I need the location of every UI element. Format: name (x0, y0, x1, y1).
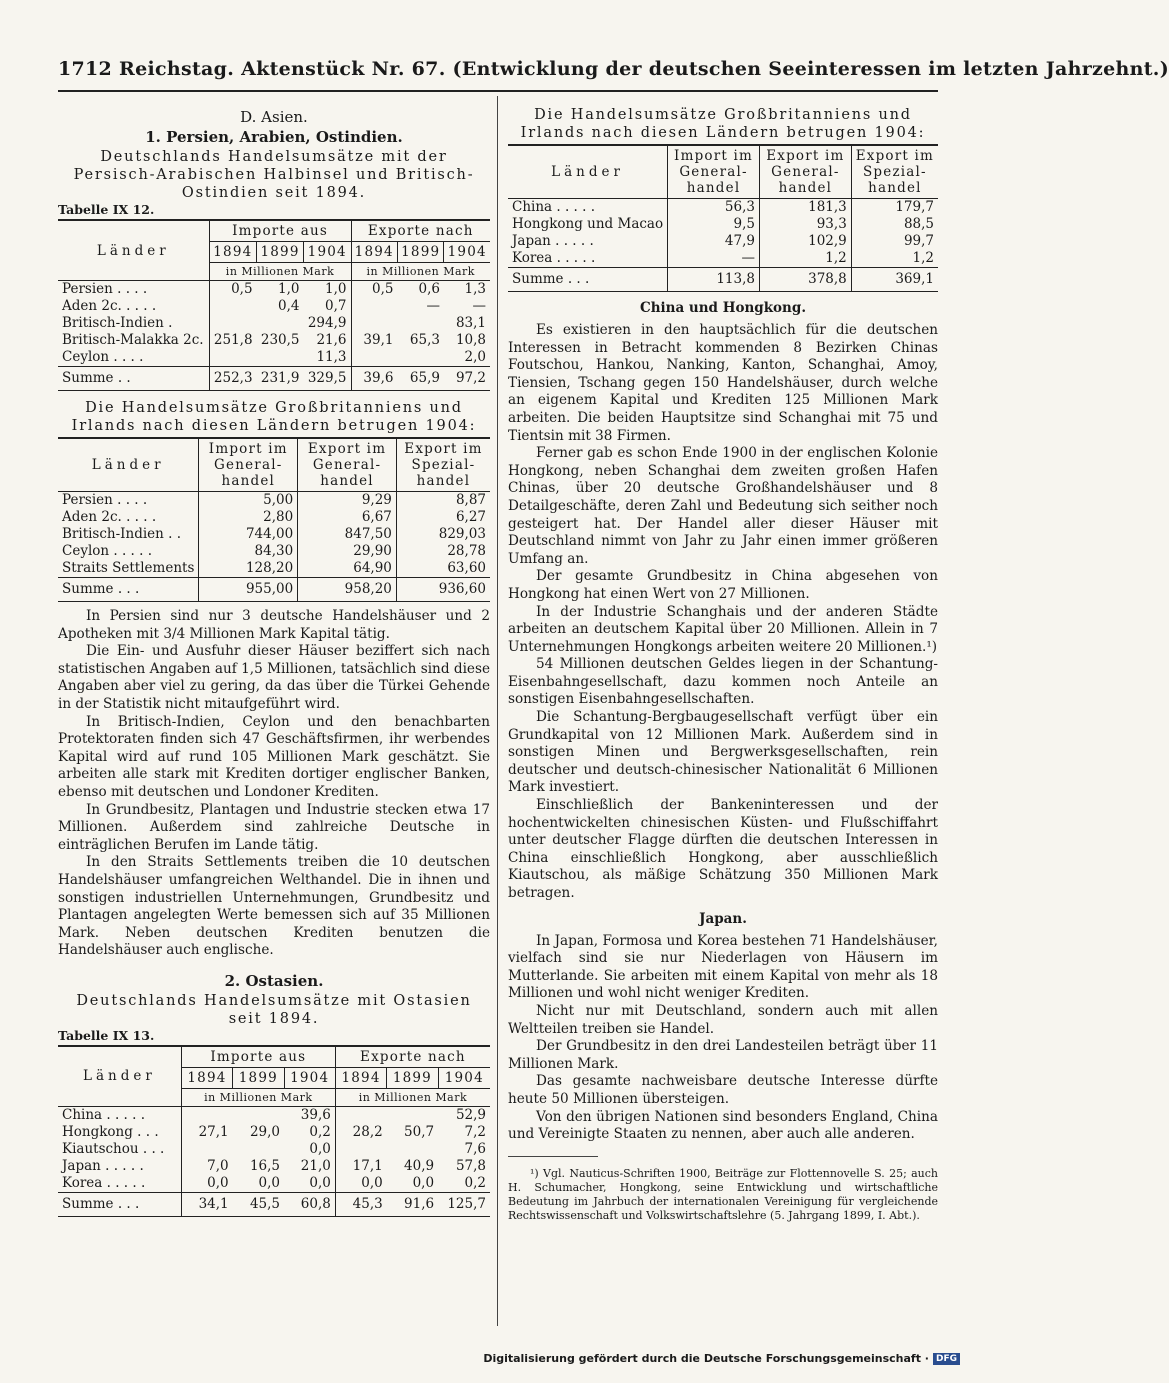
table-cell: 231,9 (257, 367, 304, 391)
row-label: Britisch-Indien . . (58, 526, 199, 543)
year-header: 1904 (444, 242, 490, 263)
year-header: 1899 (257, 242, 304, 263)
table-row (508, 250, 938, 268)
table-cell: 1,0 (304, 281, 351, 299)
row-label: Hongkong . . . (58, 1124, 181, 1141)
table-cell: 10,8 (455, 332, 486, 348)
header-rule (58, 90, 938, 92)
row-label: Persien . . . . (58, 492, 199, 510)
page-header: 1712 Reichstag. Aktenstück Nr. 67. (Entwicklung der deutschen Seeinteressen im letzten Jahrzehnt.) (58, 58, 1169, 80)
table-cell: 230,5 (260, 332, 300, 348)
table-cell: 63,60 (447, 560, 486, 576)
footnote: ¹) Vgl. Nauticus-Schriften 1900, Beiträge zur Flottennovelle S. 25; auch H. Schumacher, Hongkong, seine Entwicklung und wirtschaftliche Bedeutung im Jahrbuch der internationalen Vereinigung für vergleichende Rechtswissenschaft und Volkswirtschaftslehre (5. Jahrgang 1899, I. Abt.). (508, 1166, 938, 1222)
table-cell: 955,00 (199, 578, 298, 602)
col-header: Export im Spezial-handel (851, 145, 938, 199)
paragraph: In Grundbesitz, Plantagen und Industrie stecken etwa 17 Millionen. Außerdem sind zahlreiche Deutsche in einträglichen Berufen im Lande tätig. (58, 801, 490, 853)
paragraph: Der Grundbesitz in den drei Landesteilen beträgt über 11 Millionen Mark. (508, 1038, 938, 1072)
table-cell: 91,6 (387, 1192, 438, 1216)
col-header-import: Importe aus (209, 220, 351, 242)
table-cell: 847,50 (298, 526, 397, 543)
col-header: Export im General-handel (759, 145, 851, 199)
table-cell: 0,7 (304, 298, 351, 315)
row-label: Britisch-Indien . (58, 315, 209, 332)
subsection-title: 1. Persien, Arabien, Ostindien. (145, 128, 403, 146)
table-row (58, 1158, 490, 1175)
table-cell (351, 315, 397, 332)
table-cell: 39,1 (363, 332, 394, 348)
table-cell: 84,30 (199, 543, 298, 560)
paragraph: Die Ein- und Ausfuhr dieser Häuser beziffert sich nach statistischen Angaben auf 1,5 Millionen, tatsächlich sind diese Angaben aber viel zu gering, da das über die Türkei Gehende in der Statistik nicht mitaufgeführt wird. (58, 643, 490, 712)
table-row (58, 509, 490, 526)
table-cell: 93,3 (759, 216, 851, 233)
row-label: Summe . . (58, 367, 209, 391)
heading-china-hongkong: China und Hongkong. (639, 300, 807, 316)
table-cell: 9,29 (298, 492, 397, 510)
table-cell: 21,0 (284, 1158, 335, 1175)
table-cell (257, 315, 304, 332)
column-divider (497, 96, 498, 1326)
table-cell: 0,0 (207, 1174, 229, 1191)
table-cell: 60,8 (284, 1192, 335, 1216)
table-cell (233, 1141, 284, 1158)
table-row (508, 216, 938, 233)
section-title: D. Asien. (240, 108, 308, 126)
table-cell: 378,8 (759, 268, 851, 292)
year-header: 1899 (397, 242, 443, 263)
table-cell: 65,9 (397, 367, 443, 391)
row-label: Persien . . . . (58, 281, 209, 299)
row-label: Straits Settlements (58, 560, 199, 578)
year-header: 1904 (304, 242, 351, 263)
table-cell (209, 315, 256, 332)
table-cell: 47,9 (668, 233, 760, 250)
row-label: Aden 2c. . . . . (58, 509, 199, 526)
table-cell: 8,87 (455, 492, 486, 508)
col-header-land: Länder (58, 1046, 181, 1107)
row-label: Kiautschou . . . (58, 1141, 181, 1158)
paragraph: Ferner gab es schon Ende 1900 in der englischen Kolonie Hongkong, neben Schanghai dem zweiten großen Hafen Chinas, über 20 deutsche Großhandelshäuser und 8 Detailgeschäfte, deren Zahl und Bedeutung sich seither noch gesteigert hat. Der Handel aller dieser Häuser mit Deutschland nimmt von Jahr zu Jahr einen immer größeren Umfang an. (508, 445, 938, 567)
table-cell (387, 1141, 438, 1158)
table-cell: 1,2 (912, 250, 934, 266)
table-cell: 65,3 (409, 332, 440, 348)
unit-header: in Millionen Mark (335, 1088, 490, 1106)
right-column (508, 100, 938, 1223)
table-row (58, 281, 490, 299)
paragraph: Das gesamte nachweisbare deutsche Interesse dürfte heute 50 Millionen übersteigen. (508, 1073, 938, 1107)
table-cell: 28,78 (447, 543, 486, 559)
table-gb-persia (58, 437, 490, 602)
table-cell: 9,5 (668, 216, 760, 233)
table-cell: 56,3 (668, 199, 760, 217)
table-cell: 57,8 (455, 1157, 486, 1174)
table-cell: 0,0 (412, 1174, 435, 1191)
table-row (58, 298, 490, 315)
table-cell: 181,3 (759, 199, 851, 217)
table-caption-2: Die Handelsumsätze Großbritanniens und Irlands nach diesen Ländern betrugen 1904: (71, 400, 477, 434)
table-cell: 99,7 (903, 233, 934, 249)
table-cell: 294,9 (304, 315, 351, 332)
table-cell: 0,6 (418, 281, 440, 297)
row-label: China . . . . . (58, 1106, 181, 1124)
table-row (58, 349, 490, 367)
year-header: 1894 (335, 1067, 386, 1088)
paragraph: In Japan, Formosa und Korea bestehen 71 Handelshäuser, vielfach sind sie nur Niederlagen von Häusern im Mutterlande. Sie arbeiten mit einem Kapital von mehr als 18 Millionen und wohl nicht weniger Krediten. (508, 932, 938, 1002)
col-header-export: Exporte nach (335, 1046, 490, 1068)
table-cell (209, 349, 256, 367)
paragraph: In den Straits Settlements treiben die 10 deutschen Handelshäuser umfangreichen Welthandel. Die in ihnen und sonstigen industriellen Unternehmungen, Grundbesitz und Plantagen angelegten Werte bemessen sich auf 35 Millionen Mark. Neben deutschen Krediten benutzen die Handelshäuser auch englische. (58, 854, 490, 959)
paragraph: Nicht nur mit Deutschland, sondern auch mit allen Weltteilen treiben sie Handel. (508, 1002, 938, 1037)
table-cell (387, 1106, 438, 1124)
col-header-land: Länder (508, 145, 668, 199)
year-header: 1894 (351, 242, 397, 263)
table-cell (257, 349, 304, 367)
table-cell: 0,0 (258, 1174, 280, 1191)
col-header: Import im General-handel (668, 145, 760, 199)
table-cell: 0,2 (464, 1174, 486, 1191)
table-gb-eastasia (508, 144, 938, 292)
table-cell: 0,0 (284, 1175, 335, 1193)
row-label: Summe . . . (508, 268, 668, 292)
row-label: Ceylon . . . . . (58, 543, 199, 560)
table-row (58, 560, 490, 578)
right-paragraphs-1 (508, 322, 938, 903)
table-cell: 2,0 (464, 349, 486, 365)
unit-header: in Millionen Mark (181, 1088, 335, 1106)
table-cell: 17,1 (352, 1157, 383, 1174)
table-cell: 97,2 (444, 367, 490, 391)
table-caption-1: Deutschlands Handelsumsätze mit der Persisch-Arabischen Halbinsel und Britisch-Ostindien seit 1894. (73, 149, 475, 201)
table-row (58, 543, 490, 560)
table-row (58, 332, 490, 349)
table-cell: 28,2 (352, 1123, 383, 1140)
table-cell (209, 298, 256, 315)
table-cell: 6,27 (455, 509, 486, 525)
right-paragraphs-2 (508, 933, 938, 1144)
table-cell: 0,0 (361, 1174, 383, 1191)
table-label-3: Tabelle IX 13. (58, 1027, 155, 1043)
table-cell: 45,5 (233, 1192, 284, 1216)
table-cell: 7,6 (464, 1140, 486, 1157)
table-cell: 829,03 (438, 526, 486, 542)
table-caption-right: Die Handelsumsätze Großbritanniens und Irlands nach diesen Ländern betrugen 1904: (520, 107, 926, 141)
sum-row (58, 367, 490, 391)
table-cell: — (668, 250, 760, 268)
dfg-logo: DFG (933, 1353, 960, 1365)
table-cell: 1,2 (759, 250, 851, 268)
table-cell: — (426, 298, 440, 314)
table-cell: 2,80 (199, 509, 298, 526)
table-cell: 128,20 (199, 560, 298, 578)
table-cell: 50,7 (404, 1123, 435, 1140)
row-label: China . . . . . (508, 199, 668, 217)
unit-header: in Millionen Mark (351, 263, 490, 281)
table-cell: 113,8 (668, 268, 760, 292)
left-paragraphs (58, 608, 490, 960)
year-header: 1904 (438, 1067, 490, 1088)
row-label: Korea . . . . . (58, 1175, 181, 1193)
year-header: 1904 (284, 1067, 335, 1088)
table-row (58, 1124, 490, 1141)
table-cell: 1,0 (278, 281, 300, 297)
sum-row (58, 1192, 490, 1216)
table-cell: 40,9 (404, 1157, 435, 1174)
row-label: Summe . . . (58, 1192, 181, 1216)
table-cell: 16,5 (249, 1157, 280, 1174)
table-cell: 0,5 (231, 281, 253, 297)
table-row (58, 492, 490, 510)
table-cell: 29,90 (298, 543, 397, 560)
table-cell: 252,3 (209, 367, 256, 391)
table-cell (397, 315, 443, 332)
table-cell: 0,5 (372, 281, 394, 297)
col-header: Export im General-handel (298, 438, 397, 492)
table-cell: 45,3 (335, 1192, 386, 1216)
table-cell: 179,7 (895, 199, 934, 215)
subsection-title-2: 2. Ostasien. (224, 971, 324, 990)
paragraph: Der gesamte Grundbesitz in China abgesehen von Hongkong hat einen Wert von 27 Millionen. (508, 568, 938, 602)
table-cell: 11,3 (304, 349, 351, 367)
table-cell: 64,90 (298, 560, 397, 578)
col-header-export: Exporte nach (351, 220, 490, 242)
row-label: Japan . . . . . (58, 1158, 181, 1175)
table-cell: 6,67 (298, 509, 397, 526)
table-label-1: Tabelle IX 12. (58, 202, 155, 217)
table-cell: 0,0 (284, 1141, 335, 1158)
table-cell: 52,9 (455, 1106, 486, 1123)
table-cell: 958,20 (298, 578, 397, 602)
table-cell: 0,4 (278, 298, 300, 314)
paragraph: Einschließlich der Bankeninteressen und der hochentwickelten chinesischen Küsten- und Flußschiffahrt unter deutscher Flagge dürften die deutschen Interessen in China einschließlich Hongkong, aber ausschließlich Kiautschou, als mäßige Schätzung 350 Millionen Mark betragen. (508, 797, 938, 901)
paragraph: In der Industrie Schanghais und der anderen Städte arbeiten an deutschem Kapital über 20 Millionen. Allein in 7 Unternehmungen Hongkongs arbeiten weitere 20 Millionen.¹) (508, 603, 938, 655)
table-cell: 744,00 (199, 526, 298, 543)
heading-japan: Japan. (699, 910, 747, 927)
table-cell: 29,0 (249, 1123, 280, 1140)
table-cell: 88,5 (903, 216, 934, 232)
table-ix-13 (58, 1045, 490, 1217)
row-label: Summe . . . (58, 578, 199, 602)
paragraph: Die Schantung-Bergbaugesellschaft verfügt über ein Grundkapital von 12 Millionen Mark. Außerdem sind in sonstigen Minen und Bergwerksgesellschaften, rein deutscher und deutsch-chinesischer Nationalität 6 Millionen Mark investiert. (508, 709, 938, 796)
table-ix-12 (58, 219, 490, 391)
table-cell: 251,8 (213, 332, 253, 348)
table-cell: 21,6 (304, 332, 351, 349)
table-cell (233, 1106, 284, 1124)
table-row (58, 1175, 490, 1193)
row-label: Aden 2c. . . . . (58, 298, 209, 315)
unit-header: in Millionen Mark (209, 263, 351, 281)
table-cell (351, 349, 397, 367)
table-cell: 39,6 (351, 367, 397, 391)
table-cell (397, 349, 443, 367)
row-label: Hongkong und Macao (508, 216, 668, 233)
table-cell: 7,2 (464, 1123, 486, 1140)
table-cell (181, 1106, 232, 1124)
year-header: 1899 (387, 1067, 438, 1088)
col-header: Import im General-handel (199, 438, 298, 492)
sum-row (58, 578, 490, 602)
paragraph: 54 Millionen deutschen Geldes liegen in der Schantung-Eisenbahngesellschaft, dazu kommen noch Anteile an sonstigen Eisenbahngesellschaften. (508, 656, 938, 708)
table-cell (335, 1141, 386, 1158)
table-cell: 34,1 (181, 1192, 232, 1216)
digitization-notice (483, 1352, 960, 1365)
table-cell: 0,2 (284, 1124, 335, 1141)
col-header-land: Länder (58, 220, 209, 281)
table-cell: 27,1 (198, 1123, 229, 1140)
col-header-land: Länder (58, 438, 199, 492)
table-cell: 329,5 (304, 367, 351, 391)
row-label: Korea . . . . . (508, 250, 668, 268)
year-header: 1894 (181, 1067, 232, 1088)
paragraph: In Britisch-Indien, Ceylon und den benachbarten Protektoraten finden sich 47 Geschäftsfirmen, ihr werbendes Kapital wird auf rund 105 Millionen Mark geschätzt. Sie arbeiten alle stark mit Krediten dortiger englischer Banken, ebenso mit deutschen und Londoner Krediten. (58, 713, 490, 800)
table-caption-3: Deutschlands Handelsumsätze mit Ostasien seit 1894. (76, 992, 472, 1027)
table-cell (351, 298, 397, 315)
table-cell: 7,0 (207, 1157, 229, 1174)
table-cell (335, 1106, 386, 1124)
footnote-rule (508, 1156, 598, 1157)
table-cell: 1,3 (464, 281, 486, 297)
table-cell: 125,7 (438, 1192, 490, 1216)
table-cell: 102,9 (759, 233, 851, 250)
table-row (58, 1106, 490, 1124)
row-label: Britisch-Malakka 2c. (58, 332, 209, 349)
digitization-text: Digitalisierung gefördert durch die Deutsche Forschungsgemeinschaft · (483, 1352, 929, 1365)
table-row (58, 1141, 490, 1158)
col-header-import: Importe aus (181, 1046, 335, 1068)
table-cell (181, 1141, 232, 1158)
year-header: 1894 (209, 242, 256, 263)
table-cell: 83,1 (455, 315, 486, 331)
table-cell: 5,00 (199, 492, 298, 510)
row-label: Japan . . . . . (508, 233, 668, 250)
table-cell: 369,1 (851, 268, 938, 292)
table-row (508, 233, 938, 250)
paragraph: Es existieren in den hauptsächlich für die deutschen Interessen in Betracht kommenden 8 Bezirken Chinas Foutschou, Hankou, Nanking, Kanton, Schanghai, Amoy, Tiensien, Tschang gegen 150 Handelshäuser, durch welche an eigenem Kapital und Krediten 125 Millionen Mark arbeiten. Die beiden Hauptsitze sind Schanghai mit 75 und Tientsin mit 38 Firmen. (508, 322, 938, 444)
paragraph: Von den übrigen Nationen sind besonders England, China und Vereinigte Staaten zu nennen, aber auch alle anderen. (508, 1108, 938, 1143)
col-header: Export im Spezial-handel (396, 438, 490, 492)
table-cell: 936,60 (396, 578, 490, 602)
table-cell: — (472, 298, 486, 314)
sum-row (508, 268, 938, 292)
row-label: Ceylon . . . . (58, 349, 209, 367)
table-row (58, 315, 490, 332)
table-cell: 39,6 (284, 1106, 335, 1124)
table-row (508, 199, 938, 217)
paragraph: In Persien sind nur 3 deutsche Handelshäuser und 2 Apotheken mit 3/4 Millionen Mark Kapital tätig. (58, 608, 490, 642)
year-header: 1899 (233, 1067, 284, 1088)
table-row (58, 526, 490, 543)
left-column (58, 100, 490, 1217)
